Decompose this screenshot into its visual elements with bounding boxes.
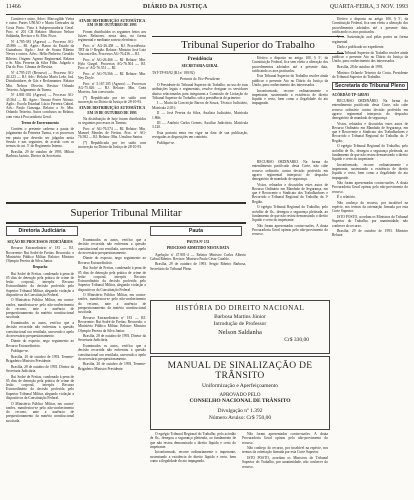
book-title: HISTÓRIA DO DIREITO NACIONAL [175, 304, 305, 312]
paragraph: Brasília, 29 de outubro de 1993. Ministro Relator. [332, 229, 408, 238]
paragraph: Brasília, 28 de outubro de 1993. Diretor da Secretaria Judiciária. [6, 364, 74, 374]
paragraph: Este Tribunal Superior do Trabalho resolve ainda publicar o presente Ato no Diário da Justiça da União, para conhecimento dos interessados. [332, 50, 408, 64]
paragraph: Ministro Orlando Teixeira da Costa, Presidente do Tribunal Superior do Trabalho. [332, 70, 408, 79]
paragraph: Brasília, 20 de outubro de 1993. Tenente-Brigadeiro Ministro Presidente. [78, 362, 146, 371]
paragraph: Não conheço do recurso, por incabível na espécie, nos termos da orientação firmada por esta Corte Superior. [242, 446, 328, 455]
paragraph: Examinados os autos, verifico que a decisão recorrida não enfrentou a questão constitucional ora ventilada, carecendo o apelo do necessário prequestionamento. [78, 238, 146, 255]
paragraph: III — Antônio Carlos Gomes, Auxiliar Judiciário, Matrícula 3.120. [152, 121, 248, 130]
paragraph: Apelação nº 47.801-4 — Relator Ministro Carlos Alberto Cabral Ribeiro. Revisor: Ministro Paulo César Cataldo. [150, 252, 246, 261]
paragraph: O Presidente do Tribunal Superior do Trabalho, no uso de suas atribuições legais e regimentais, resolve designar os servidores abaixo relacionados para integrarem a Comissão de Licitação do Tribunal Superior do Trabalho, sob a presidência do primeiro: [152, 83, 248, 100]
book-editor: Nelson Saldanha [218, 329, 262, 336]
paragraph: Rui Sodré de Freitas, condenado à pena de 05 dias de detenção pela prática de crime de lesão corporal, interpôs Recurso Extraordinário da decisão proferida pelo Superior Tribunal Militar, alegando violação a dispositivos da Constituição Federal. [6, 374, 74, 400]
paragraph: Inconformado, recorre ordinariamente o impetrante, sustentando a existência de direito líquido e certo, bem como a ilegalidade do ato impugnado. [332, 162, 408, 180]
paragraph: RECURSO ORDINÁRIO. Na forma do entendimento pacificado desta Corte, não cabe recurso ordinário contra decisão proferida em agravo regimental interposto de despacho denegatório de mandado de segurança. [332, 99, 408, 121]
manual-subtitle: Uniformização e Aperfeiçoamento [201, 383, 279, 389]
paragraph: Publique-se. [157, 140, 175, 145]
paragraph: Proc. nº AG-76.566 — RJ. Relator: Min. Ney Doyle. [78, 71, 146, 81]
paragraph: Dado e publicado no expediente. [337, 45, 385, 50]
stm-column-2 [78, 238, 146, 494]
paragraph: Examinados os autos, verifico que a decisão recorrida não enfrentou a questão constitucional ora ventilada, carecendo o apelo do necessário prequestionamento. [78, 344, 146, 361]
paragraph: Rui Sodré de Freitas, condenado à pena de 05 dias de detenção pela prática de crime de lesão corporal, interpôs Recurso Extraordinário da decisão proferida pelo Superior Tribunal Militar, alegando violação a dispositivos da Constituição Federal. [6, 271, 74, 297]
paragraph: RECURSO ORDINÁRIO. Na forma do entendimento pacificado desta Corte, não cabe recurso ordinário contra decisão proferida em agravo regimental interposto de despacho denegatório de mandado de segurança. [252, 160, 328, 181]
section-heading: Despacho [32, 265, 48, 270]
book-author: Barbosa Martins Júnior [214, 314, 266, 320]
section-box: Diretoria Judiciária [6, 226, 78, 236]
section-heading: Termo de Encerramento [21, 120, 59, 125]
paragraph: I — Maria da Conceição Barros de Souza, Técnico Judiciário, Matrícula 2.051; [152, 101, 248, 110]
section-heading: ATA DE DISTRIBUIÇÃO AUTOMÁTICA EM 19 DE OUTUBRO DE 1993 [78, 19, 146, 28]
tst-title: Tribunal Superior do Trabalho [152, 36, 344, 54]
paragraph: Proc. nº AG-76.574 — RJ. Relator: Min. Manoel Mendes de Freitas. Proc. nº AG-76.582 — RJ. Relator: Min. Ursulino Santos. [78, 126, 146, 140]
paragraph: Não foram apresentadas contra-razões. A douta Procuradoria Geral opinou pelo não-provimento do recurso. [332, 181, 408, 194]
paragraph: Diante do exposto, nego seguimento ao Recurso Extraordinário. [6, 339, 74, 348]
manual-ad [150, 356, 330, 430]
paragraph: Vistos, relatados e discutidos estes autos de Recurso Ordinário em Mandado de Segurança, em que é Recorrente o Sindicato dos Trabalhadores e Recorrido o Tribunal Regional do Trabalho da 1ª Região. [252, 182, 328, 204]
paragraph: O Ministério Público Militar, em contra-razões, manifestou-se pelo não-conhecimento do recurso, ante a ausência de prequestionamento da matéria constitucional suscitada. [78, 293, 146, 315]
paragraph: Contém o presente caderno a pauta de julgamento da Primeira Turma, e os processos em pauta que deverão ser julgados nesta Sessão e nas seguintes, de acordo com os termos do art. 3º do Regimento Interno. [6, 127, 74, 149]
paragraph: O egrégio Tribunal Regional do Trabalho, pelo acórdão de fls., denegou a segurança pleiteada, ao fundamento de que não restou demonstrado o direito líquido e certo do impetrante. [150, 432, 236, 449]
paragraph: Efetivo o disposto no artigo 100, § 5º, da Constituição Federal, fica sem efeito a alteração dos procedimentos adotados até a presente data, ratificando os atos praticados. [332, 17, 408, 34]
issue-date: QUARTA-FEIRA, 3 NOV. 1993 [329, 4, 408, 10]
paragraph: Nº 4.785-381 (Agravo) — Processo AG-45.886 — RJ. Agrte.: Banco do Estado da Guanabara. Agdo.: José de Souza Ribeiro Neves e outros. Advs.: Hélio Pinheiro, Geraldo Ribeiro. Origem: Agravo Regimental. Relator o Sr. Min. Ferreira da Silva Filho. Julgado o Dia do Proc. Câmara de Revista. [6, 39, 74, 70]
manual-title: MANUAL DE SINALIZAÇÃO DE TRÂNSITO [167, 361, 313, 381]
paragraph: Recurso Extraordinário nº 181 — RJ. Recorrente: Rui Sodré de Freitas. Recorrido: o Ministério Público Militar. Relator: Ministro Olympio Pereira da Silva Junior. [78, 315, 146, 333]
paragraph: (*) Republicada por ter saído com incorreção no Diário da Justiça de 28-10-93. [78, 140, 146, 150]
column-3c [252, 160, 328, 296]
paragraph: Brasília, 29 de outubro de 1993. Milton Barbosa Jacinto, Diretor da Secretaria. [6, 149, 74, 159]
paragraph: Publique-se. [11, 349, 29, 354]
page-number: 11466 [6, 4, 21, 10]
acordao-number: ACÓRDÃO TP-1485/93 [332, 93, 369, 98]
column-1 [6, 17, 74, 165]
paragraph: Na distribuição de hoje foram distribuídos os seguintes processos às Turmas: [78, 116, 146, 126]
section-heading: ATA DE DISTRIBUIÇÃO AUTOMÁTICA EM 19 DE OUTUBRO DE 1993 [78, 106, 146, 115]
paragraph: Proc. nº 3.167.105 (Agravo) — Processos AG-75.026 — RJ. Relator: Min. Cnéa Moreira. Juiz convocado. [78, 81, 146, 95]
stm-column-1 [6, 238, 74, 494]
paragraph: Foram distribuídos os seguintes feitos aos Juízes Relatores, nesta data, na forma regimental e mediante sorteio eletrônico: [78, 29, 146, 42]
approval-text: APROVADO PELO [219, 393, 261, 398]
column-4 [332, 17, 408, 495]
section-heading: Presidência [187, 57, 213, 62]
pauta-heading: PAUTA Nº 131 [186, 240, 210, 244]
section-subheading: SEÇÃO DE PROCESSOS JUDICIÁRIOS [7, 240, 73, 244]
paragraph: Não foram apresentadas contra-razões. A douta Procuradoria Geral opinou pelo não-provimento do recurso. [242, 432, 328, 445]
bottom-columns [150, 432, 328, 494]
paragraph: Brasília, 28 de outubro de 1993. Diretor da Secretaria Judiciária. [78, 334, 146, 343]
section-subheading: SECRETARIA GERAL [181, 64, 219, 69]
paragraph: O Ministério Público Militar, em contra-razões, manifestou-se pelo não-conhecimento do recurso, ante a ausência de prequestionamento da matéria constitucional suscitada. [6, 401, 74, 423]
book-price: Cr$ 330,00 [284, 337, 309, 343]
paragraph: O egrégio Tribunal Regional do Trabalho, pelo acórdão de fls., denegou a segurança pleiteada, ao fundamento de que não restou demonstrado o direito líquido e certo do impetrante. [252, 205, 328, 223]
manual-price: Número Avulso: Cr$ 750,00 [208, 415, 272, 421]
paragraph: V — Sustentação oral pelas partes na forma regimental. [332, 35, 408, 44]
paragraph: É o relatório. [337, 195, 356, 200]
paragraph: Recurso Extraordinário nº 181 — RJ. Recorrente: Rui Sodré de Freitas. Recorrido: o Ministério Público Militar. Relator: Ministro Olympio Pereira da Silva Junior. [6, 246, 74, 263]
book-ad [150, 300, 330, 354]
paragraph: Nº 4.881-392 (Agravo) — Processo AG-45.564 — RJ. Agrte.: Vanusa Ferrer Afonso. Agdo.: Escola Estadual Lúcio Ferreira Cabral. Adv.: Paulo Gonzaga. Relator o Sr. Min. Orlando Teixeira. Autos conclusos ao Relator, com vista à Procuradoria Geral. [6, 93, 74, 119]
paragraph: Proc. nº AG-26.466 — RJ. Relator: Min. Hylo Gurgel. Processos AG-76.504 — RJ. Proc. nº AG-76.551 — RJ. [78, 57, 146, 71]
paragraph: Brasília, 28 de outubro de 1993. [337, 65, 384, 70]
paragraph: Vistos, relatados e discutidos estes autos de Recurso Ordinário em Mandado de Segurança, em que é Recorrente o Sindicato dos Trabalhadores e Recorrido o Tribunal Regional do Trabalho da 1ª Região. [332, 121, 408, 143]
paragraph: Inconformado, recorre ordinariamente o impetrante, sustentando a existência de direito líquido e certo, bem como a ilegalidade do ato impugnado. [150, 450, 236, 463]
column-3 [152, 56, 248, 160]
stm-title: Superior Tribunal Militar [6, 202, 246, 224]
section-subheading: Portaria do Vice-Presidente [179, 76, 221, 81]
paragraph: Nº 4.795-215 (Recurso) — Processo AG-44.123 — RJ. Adv.: Heloísa Maria Leão, Ind. Distribuidores de Gás e Reclamantes. Relator Min. Nelson Oliveira. Revisor Orlando Teixeira. Julgamento da Turma. [6, 70, 74, 92]
book-subtitle: Introdução de Professor [213, 321, 267, 327]
paragraph: ISTO POSTO, acordam os Ministros do Tribunal Superior do Trabalho, por unanimidade, não conhecer do recurso. [242, 456, 328, 469]
edition-number: Divulgação nº 1.392 [217, 408, 263, 414]
paragraph: Diante do exposto, nego seguimento ao Recurso Extraordinário. [78, 256, 146, 265]
paragraph: Brasília, 29 de outubro de 1993. Sergio Ribeiro Barbosa, Secretário do Tribunal Pleno. [150, 262, 246, 271]
paragraph: Não foram apresentadas contra-razões. A douta Procuradoria Geral opinou pelo não-provimento do recurso. [252, 223, 328, 237]
paragraph: Brasília, 20 de outubro de 1993. Tenente-Brigadeiro Ministro Presidente. [6, 354, 74, 364]
journal-name: DIÁRIO DA JUSTIÇA [143, 4, 208, 10]
paragraph: Este Tribunal Superior do Trabalho resolve ainda publicar o presente Ato no Diário da Justiça da União, para conhecimento dos interessados. [252, 74, 328, 87]
paragraph: Proc. nº AG-26.458 — RJ. Procedência: TRT da 1ª Região. Relator: Ministro José Luiz Vasconcellos. Processos AG-76.436 — RJ. [78, 43, 146, 57]
paragraph: Rui Sodré de Freitas, condenado à pena de 05 dias de detenção pela prática de crime de lesão corporal, interpôs Recurso Extraordinário da decisão proferida pelo Superior Tribunal Militar, alegando violação a dispositivos da Constituição Federal. [78, 266, 146, 292]
paragraph: Inconformado, recorre ordinariamente o impetrante, sustentando a existência de direito líquido e certo, bem como a ilegalidade do ato impugnado. [252, 88, 328, 106]
section-box: Pauta [150, 226, 242, 236]
paragraph: Examinados os autos, verifico que a decisão recorrida não enfrentou a questão constitucional ora ventilada, carecendo o apelo do necessário prequestionamento. [6, 321, 74, 338]
paragraph: Efetivo o disposto no artigo 100, § 5º, da Constituição Federal, fica sem efeito a alteração dos procedimentos adotados até a presente data, ratificando os atos praticados. [252, 56, 328, 73]
pauta-subheading: PROCESSO ADMITIDO NESTA DATA [166, 246, 230, 251]
paragraph: O egrégio Tribunal Regional do Trabalho, pelo acórdão de fls., denegou a segurança pleiteada, ao fundamento de que não restou demonstrado o direito líquido e certo do impetrante. [332, 144, 408, 162]
pauta-column [150, 238, 246, 296]
paragraph: ISTO POSTO, acordam os Ministros do Tribunal Superior do Trabalho, por unanimidade, não conhecer do recurso. [332, 215, 408, 228]
column-2 [78, 17, 146, 165]
council-name: CONSELHO NACIONAL DE TRÂNSITO [189, 398, 291, 404]
section-box: Secretaria do Tribunal Pleno [332, 82, 408, 90]
act-reference: TST-TP-83/92 (RJ nº 189/92) [152, 70, 195, 75]
paragraph: (*) Republicada por ter saído com incorreção no Diário da Justiça de 28-10-93. [78, 95, 146, 105]
paragraph: Não conheço do recurso, por incabível na espécie, nos termos da orientação firmada por esta Corte Superior. [332, 200, 408, 214]
paragraph: Esta portaria entra em vigor na data de sua publicação, revogadas as disposições em contrário. [152, 131, 248, 140]
paragraph: Contiero e outro. Adov.: Marcogildo Vieira e outro. Partes UNIÃO e Maria Gertrudes da Costa Pinto. Vista à Subprocuradoria Geral. Proc. nº 201 CR Relator: Ministro Nelson Saldanha, Revisor o Sr. Min. Fisco. [6, 17, 74, 38]
page-header [6, 4, 408, 15]
paragraph: II — José Pereira da Silva, Analista Judiciário, Matrícula 1.866; [152, 111, 248, 120]
paragraph: O Ministério Público Militar, em contra-razões, manifestou-se pelo não-conhecimento do recurso, ante a ausência de prequestionamento da matéria constitucional suscitada. [6, 298, 74, 320]
